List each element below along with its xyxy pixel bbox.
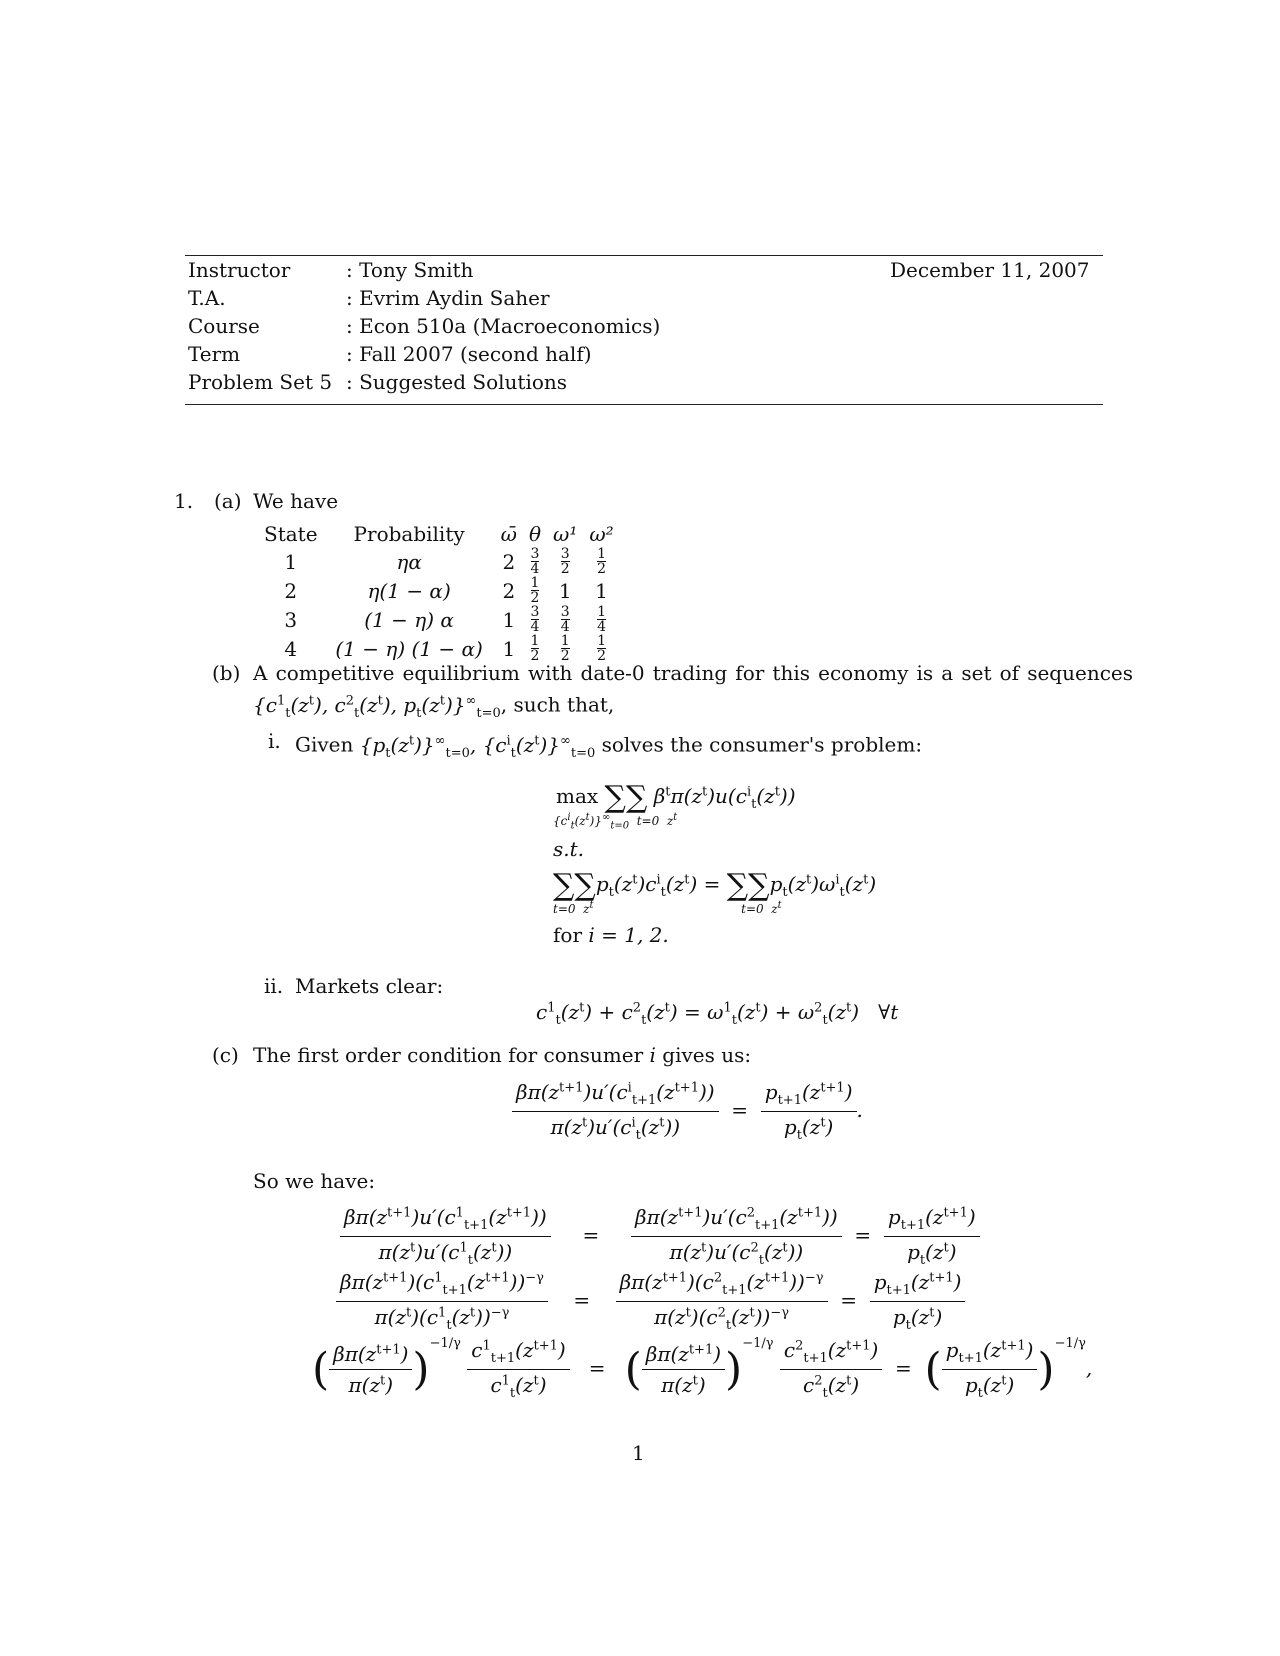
market-clear-eq: $c^1_t(z^t) + c^2_t(z^t) = \omega^1_t(z^t) + \omega^2_t(z^t)$ ∀t: [536, 1000, 899, 1028]
header-value: : Econ 510a (Macroeconomics): [346, 314, 661, 338]
header-label: Course: [188, 314, 260, 338]
den: 4: [530, 561, 540, 577]
col-omega-bar: ω̄: [500, 521, 517, 546]
for-text: for: [553, 923, 583, 947]
cell-prob: (1 − η) α: [364, 607, 454, 632]
cell-w1: [547, 547, 583, 576]
budget-subscripts: t=0 $z^t$ t=0 $z^t$: [553, 900, 782, 916]
header-label: Instructor: [188, 258, 291, 282]
cell-state: 3: [284, 607, 298, 632]
cell-wbar: 2: [502, 578, 516, 603]
den: 2: [560, 648, 570, 664]
part-b-text-1: A competitive equilibrium with date-0 trading for this economy is a set of sequences: [253, 661, 1133, 685]
foc-eq: $\beta\pi(z^{t+1})u'(c^i_{t+1}(z^{t+1}))$ $\pi(z^t)u'(c^i_t(z^t))$ = $\frac{p_{t+1}(z^{t+1})}{p_t(z^t)}$ .: [512, 1080, 863, 1143]
part-c-text: [253, 1042, 751, 1068]
foc-i: i: [649, 1043, 656, 1067]
num: 3: [560, 604, 570, 620]
col-probability: Probability: [353, 521, 465, 546]
header-value: : Fall 2007 (second half): [346, 342, 592, 366]
table-header-row: [258, 520, 620, 547]
num: 1: [560, 633, 570, 649]
part-b-line-2: [253, 688, 614, 727]
num: 3: [530, 604, 540, 620]
cell-w1: [547, 605, 583, 634]
col-state: State: [264, 521, 318, 546]
cell-w2: 1: [595, 578, 608, 603]
col-omega2: ω²: [589, 521, 614, 546]
table-row: [258, 547, 620, 576]
part-c-label: (c): [212, 1043, 239, 1067]
cell-theta: [523, 576, 547, 605]
cell-w2: [583, 634, 619, 663]
item-ii-label: ii.: [264, 974, 284, 998]
den: 2: [530, 590, 540, 606]
price-sequence: $\{p_t(z^t)\}^\infty_{t=0}$, $\{c^i_t(z^t)\}^\infty_{t=0}$: [359, 732, 596, 761]
cell-prob: (1 − η) (1 − α): [335, 636, 483, 661]
problem-number: 1.: [174, 489, 194, 513]
header-date: December 11, 2007: [890, 258, 1090, 282]
cell-wbar: 2: [502, 549, 516, 574]
num: 3: [530, 546, 540, 562]
cell-theta: [523, 605, 547, 634]
item-i-line: [295, 728, 922, 767]
header-labels: [188, 256, 332, 396]
den: 2: [597, 561, 606, 577]
col-omega1: ω¹: [553, 521, 578, 546]
for-line: [553, 922, 669, 948]
den: 2: [560, 561, 570, 577]
eq-row-2: $\frac{\beta\pi(z^{t+1})(c^1_{t+1}(z^{t+1}))^{-\gamma}}{\pi(z^t)(c^1_t(z^t))^{-\gamma}}$ = $\frac{\beta\pi(z^{t+1})(c^2_{t+1}(z^{t+1}))^{-\gamma}}{\pi(z^t)(c^2_t(z^t))^{-\gamma}}$ = $\frac{p_{t+1}(z^{t+1})}{p_t(z^t)}$: [336, 1270, 965, 1333]
num: 3: [560, 546, 570, 562]
part-b-text-2: , such that,: [500, 692, 615, 717]
den: 4: [597, 619, 606, 635]
num: 1: [597, 546, 606, 562]
state-table: [258, 520, 620, 663]
cell-prob: ηα: [396, 549, 422, 574]
den: 4: [530, 619, 540, 635]
num: 1: [530, 633, 540, 649]
cell-wbar: 1: [502, 636, 516, 661]
table-row: [258, 576, 620, 605]
eq-row-3: ( $\frac{\beta\pi(z^{t+1})}{\pi(z^t)}$ )$^{-1/\gamma}$ $\frac{c^1_{t+1}(z^{t+1})}{c^1_t(z^t)}$ = ( $\frac{\beta\pi(z^{t+1})}{\pi(z^t)}$ )$^{-1/\gamma}$ $\frac{c^2_{t+1}(z^{t+1})}{c^2_t(z^t)}$ = ( $\frac{p_{t+1}(z^{t+1})}{p_t(z^t)}$ )$^{-1/\gamma}$,: [312, 1336, 1093, 1401]
den: 2: [530, 648, 540, 664]
so-we-have: So we have:: [253, 1169, 376, 1193]
cell-w2: [583, 605, 619, 634]
cell-wbar: 1: [502, 607, 516, 632]
cell-prob: η(1 − α): [367, 578, 451, 603]
sequence-set: {$c^1_t(z^t)$, $c^2_t(z^t)$, $p_t(z^t)\}^\infty_{t=0}$: [253, 692, 501, 721]
cell-state: 4: [284, 636, 298, 661]
den: 2: [597, 648, 606, 664]
header-value: : Suggested Solutions: [346, 370, 568, 394]
solves-text: solves the consumer's problem:: [601, 732, 923, 757]
cell-theta: [523, 547, 547, 576]
item-ii-text: Markets clear:: [295, 974, 444, 998]
budget-eq: $\sum\sum p_t(z^t)c^i_t(z^t) = \sum\sum p_t(z^t)\omega^i_t(z^t)$: [553, 868, 877, 903]
num: 1: [597, 633, 606, 649]
header-label: Problem Set 5: [188, 370, 333, 394]
header-value: : Evrim Aydin Saher: [346, 286, 550, 310]
table-row: [258, 605, 620, 634]
foc-end: gives us:: [662, 1043, 752, 1067]
part-a-label: (a): [214, 489, 242, 513]
cell-theta: [523, 634, 547, 663]
st-text: s.t.: [553, 837, 585, 861]
cell-w1: 1: [558, 578, 572, 603]
objective-eq: max ∑∑ $\beta^t\pi(z^t)u(c^i_t(z^t))$: [556, 780, 796, 815]
num: 1: [597, 604, 606, 620]
den: 4: [560, 619, 570, 635]
max-subscript: $\{c^i_t(z^t)\}^\infty_{t=0}$ t=0 $z^t$: [553, 812, 678, 832]
item-i-label: i.: [268, 729, 281, 753]
cell-state: 2: [284, 578, 298, 603]
header-values: [346, 256, 660, 396]
header-value: : Tony Smith: [346, 258, 474, 282]
col-theta: θ: [528, 521, 542, 546]
for-eq: i = 1, 2.: [588, 923, 669, 947]
cell-w2: [583, 547, 619, 576]
given-text: Given: [295, 732, 354, 757]
part-b-label: (b): [212, 661, 241, 685]
table-row: [258, 634, 620, 663]
part-a-intro: We have: [253, 489, 339, 513]
cell-w1: [547, 634, 583, 663]
eq-row-1: $\frac{\beta\pi(z^{t+1})u'(c^1_{t+1}(z^{t+1}))}{\pi(z^t)u'(c^1_t(z^t))}$ = $\frac{\beta\pi(z^{t+1})u'(c^2_{t+1}(z^{t+1}))}{\pi(z^t)u'(c^2_t(z^t))}$ = $\frac{p_{t+1}(z^{t+1})}{p_t(z^t)}$: [340, 1205, 980, 1268]
header-label: T.A.: [188, 286, 226, 310]
foc-text: The first order condition for consumer: [253, 1043, 644, 1067]
header-bottom-rule: [185, 404, 1103, 405]
cell-state: 1: [284, 549, 298, 574]
page-number: 1: [632, 1441, 645, 1465]
header-label: Term: [188, 342, 241, 366]
num: 1: [530, 575, 540, 591]
